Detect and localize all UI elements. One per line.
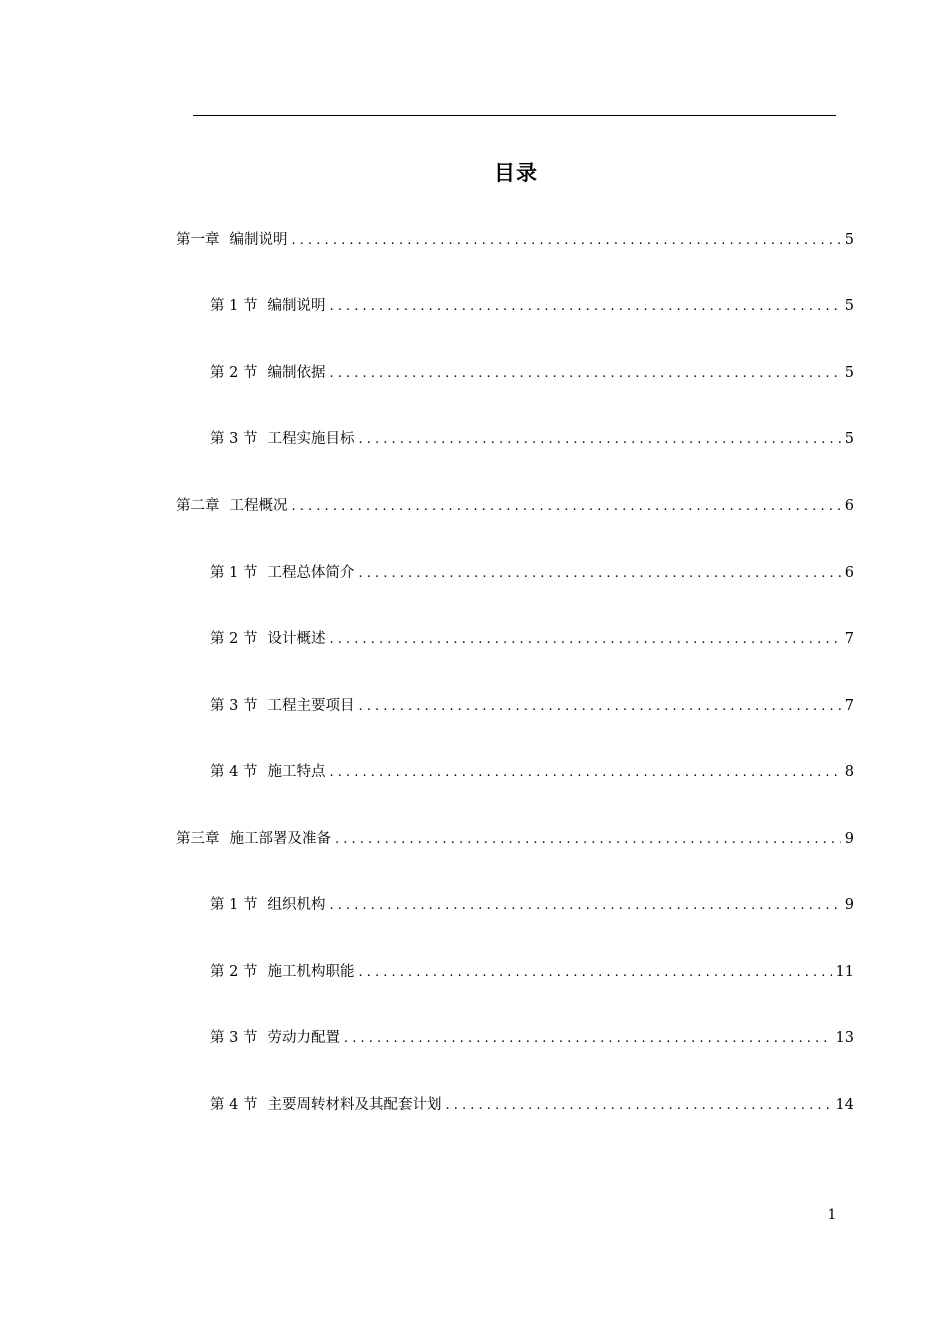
toc-entry-page: 6 [844,498,854,514]
toc-entry-page: 5 [844,232,854,248]
toc-entry-section[interactable] [210,429,854,450]
toc-entry-label: 编制说明 [229,232,288,248]
toc-entry-label: 施工机构职能 [267,964,355,980]
toc-entry-page: 8 [844,764,854,780]
toc-entry-section[interactable] [210,629,854,650]
toc-entry-page: 11 [835,964,854,980]
toc-entry-label: 工程概况 [229,498,288,514]
toc-entry-label: 工程总体简介 [267,565,355,581]
toc-entry-page: 5 [844,431,854,447]
toc-entry-page: 14 [835,1097,854,1113]
toc-entry-number: 第 2 节 [210,631,258,647]
toc-entry-number: 第 1 节 [210,298,258,314]
toc-dot-leader [445,1096,831,1116]
toc-entry-label: 施工部署及准备 [229,831,331,847]
toc-dot-leader [358,564,840,584]
toc-dot-leader [344,1029,832,1049]
toc-dot-leader [358,697,840,717]
toc-entry-number: 第 3 节 [210,698,258,714]
toc-entry-label: 编制依据 [267,365,326,381]
toc-entry-page: 7 [844,631,854,647]
toc-entry-page: 9 [844,831,854,847]
toc-dot-leader [329,630,840,650]
toc-entry-chapter-3[interactable] [176,829,854,850]
toc-entry-section[interactable] [210,762,854,783]
toc-entry-number: 第 3 节 [210,431,258,447]
page-number: 1 [827,1207,837,1223]
toc-entry-number: 第 2 节 [210,365,258,381]
toc-entry-section[interactable] [210,563,854,584]
toc-entry-page: 5 [844,298,854,314]
toc-entry-section[interactable] [210,1095,854,1116]
toc-entry-chapter-1[interactable] [176,230,854,251]
toc-entry-page: 6 [844,565,854,581]
toc-dot-leader [335,830,841,850]
toc-entry-page: 9 [844,897,854,913]
toc-entry-number: 第 3 节 [210,1030,258,1046]
toc-entry-number: 第二章 [176,498,220,514]
toc-dot-leader [329,364,840,384]
toc-entry-label: 施工特点 [267,764,326,780]
toc-entry-chapter-2[interactable] [176,496,854,517]
toc-entry-number: 第 4 节 [210,764,258,780]
toc-entry-number: 第 1 节 [210,897,258,913]
toc-entry-section[interactable] [210,696,854,717]
toc-entry-label: 编制说明 [267,298,326,314]
toc-entry-label: 工程主要项目 [267,698,355,714]
toc-dot-leader [329,896,840,916]
toc-dot-leader [358,430,840,450]
toc-dot-leader [329,763,840,783]
toc-entry-number: 第 1 节 [210,565,258,581]
toc-dot-leader [358,963,831,983]
toc-entry-section[interactable] [210,1028,854,1049]
toc-dot-leader [292,497,841,517]
toc-entry-section[interactable] [210,895,854,916]
toc-entry-number: 第一章 [176,232,220,248]
toc-entry-label: 劳动力配置 [267,1030,340,1046]
toc-entry-page: 13 [835,1030,854,1046]
toc-entry-label: 工程实施目标 [267,431,355,447]
toc-entry-label: 设计概述 [267,631,326,647]
toc-entry-section[interactable] [210,363,854,384]
toc-dot-leader [292,231,841,251]
toc-entry-page: 5 [844,365,854,381]
toc-entry-section[interactable] [210,296,854,317]
toc-entry-number: 第 4 节 [210,1097,258,1113]
toc-entry-section[interactable] [210,962,854,983]
toc-entry-number: 第 2 节 [210,964,258,980]
toc-dot-leader [329,297,840,317]
toc-title: 目录 [494,161,538,185]
toc-entry-page: 7 [844,698,854,714]
toc-entry-label: 组织机构 [267,897,326,913]
toc-entry-number: 第三章 [176,831,220,847]
toc-entry-label: 主要周转材料及其配套计划 [267,1097,442,1113]
